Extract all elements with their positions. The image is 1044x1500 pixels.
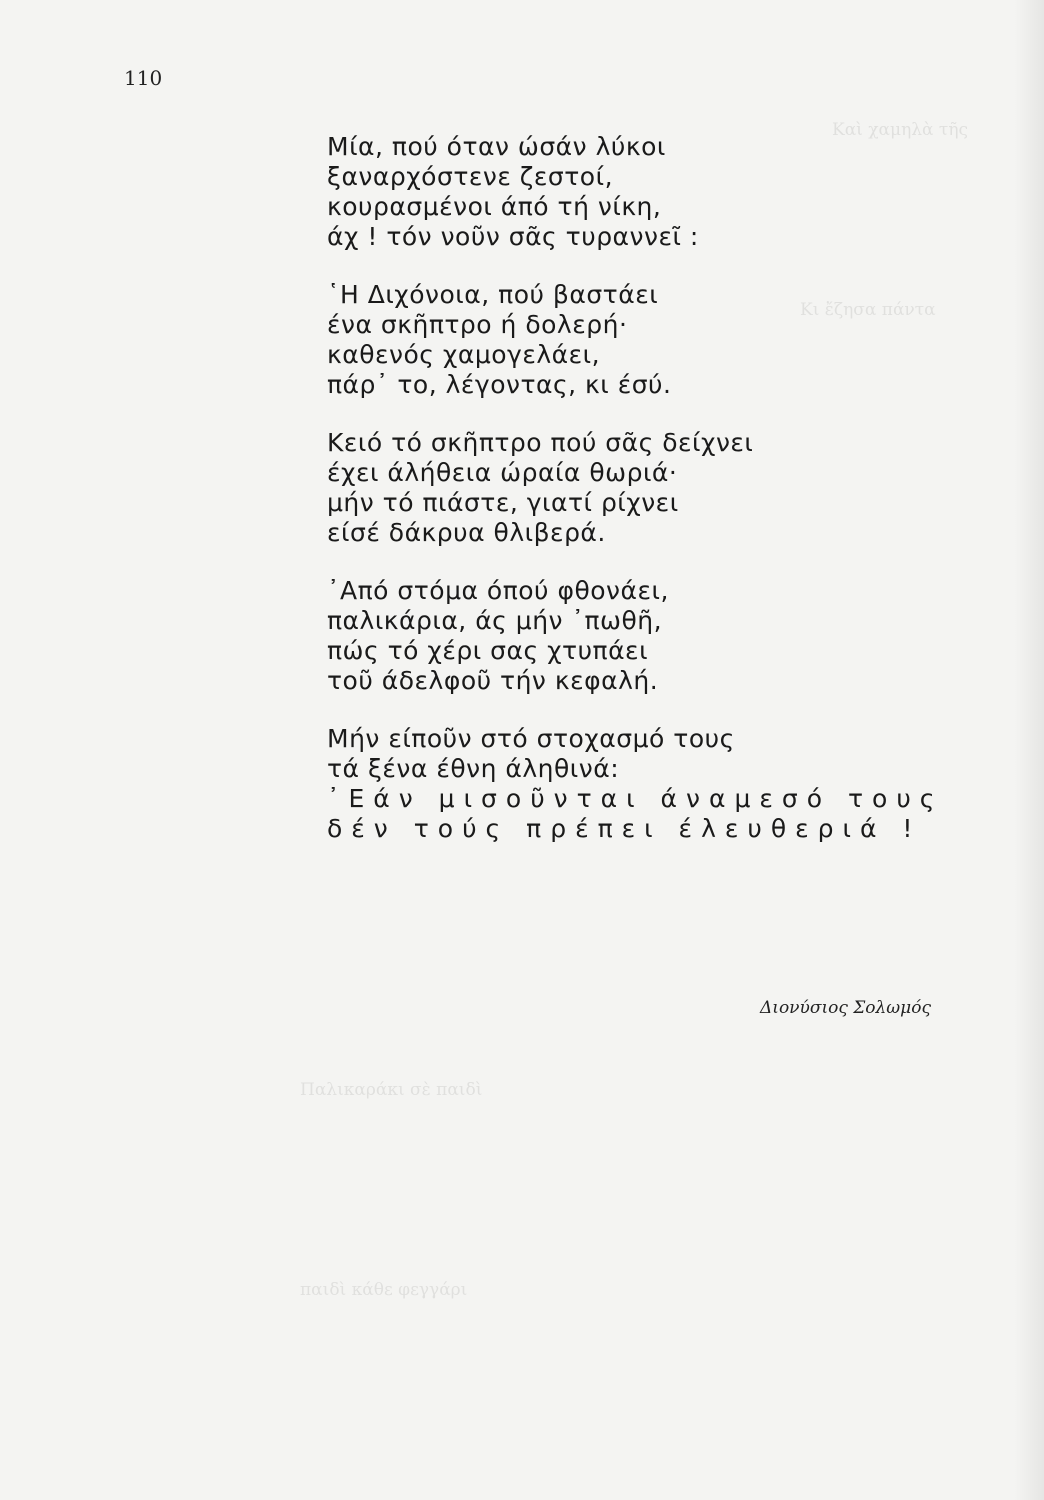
- stanza-5: [327, 724, 967, 844]
- poem-line: μήν τό πιάστε, γιατί ρίχνει: [327, 488, 679, 517]
- poem-line: πώς τό χέρι σας χτυπάει: [327, 636, 649, 665]
- page-number: 110: [124, 66, 163, 90]
- poem-line: καθενός χαμογελάει,: [327, 340, 601, 369]
- bleed-through-text: Παλικαράκι σὲ παιδὶ: [300, 1080, 483, 1100]
- poem-line-spaced: δέν τούς πρέπει έλευθεριά !: [327, 814, 922, 843]
- stanza-3: [327, 428, 967, 548]
- poem: [327, 132, 967, 872]
- stanza-2: [327, 280, 967, 400]
- poem-line: Κειό τό σκῆπτρο πού σᾶς δείχνει: [327, 428, 754, 457]
- bleed-through-text: Καὶ χαμηλὰ τῆς: [832, 120, 969, 140]
- poem-line: τά ξένα έθνη άληθινά:: [327, 754, 620, 783]
- author-signature: Διονύσιος Σολωμός: [760, 998, 931, 1018]
- poem-line-spaced: ᾽Εάν μισοῦνται άναμεσό τους: [327, 784, 944, 813]
- poem-line: άχ ! τόν νοῦν σᾶς τυραννεῖ :: [327, 222, 699, 251]
- poem-line: παλικάρια, άς μήν ᾽πωθῆ,: [327, 606, 663, 635]
- poem-line: Μία, πού όταν ώσάν λύκοι: [327, 132, 666, 161]
- poem-line: ῾Η Διχόνοια, πού βαστάει: [327, 280, 659, 309]
- poem-line: ᾽Από στόμα όπού φθονάει,: [327, 576, 669, 605]
- bleed-through-text: παιδὶ κάθε φεγγάρι: [300, 1280, 468, 1300]
- stanza-4: [327, 576, 967, 696]
- poem-line: ξαναρχόστενε ζεστοί,: [327, 162, 614, 191]
- stanza-1: [327, 132, 967, 252]
- poem-line: ένα σκῆπτρο ή δολερή·: [327, 310, 628, 339]
- poem-line: έχει άλήθεια ώραία θωριά·: [327, 458, 678, 487]
- bleed-through-text: Κι ἔζησα πάντα: [800, 300, 936, 320]
- poem-line: Μήν είποῦν στό στοχασμό τους: [327, 724, 735, 753]
- poem-line: τοῦ άδελφοῦ τήν κεφαλή.: [327, 666, 659, 695]
- poem-line: πάρ᾽ το, λέγοντας, κι έσύ.: [327, 370, 672, 399]
- poem-line: κουρασμένοι άπό τή νίκη,: [327, 192, 662, 221]
- page-edge-shadow: [1014, 0, 1044, 1500]
- poem-line: είσέ δάκρυα θλιβερά.: [327, 518, 606, 547]
